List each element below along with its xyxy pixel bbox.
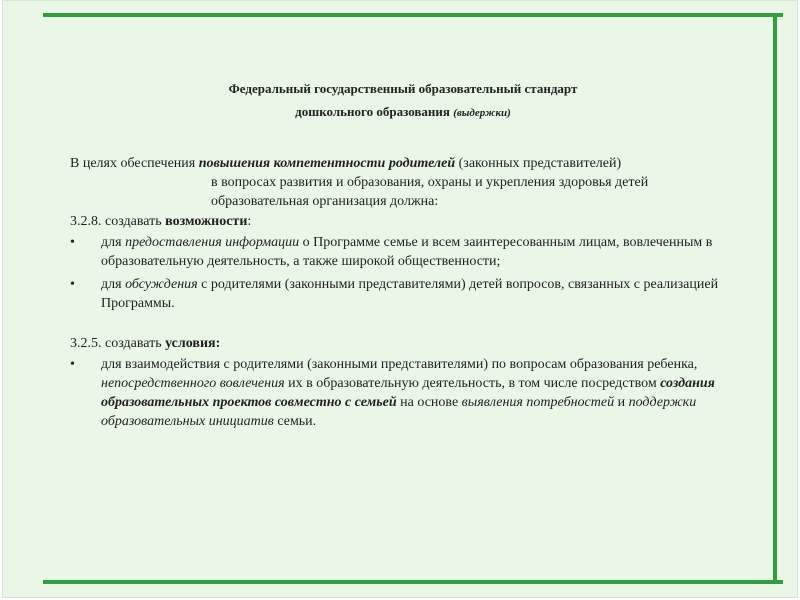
section-3-2-5-heading-bold: условия: — [165, 336, 221, 351]
intro-emphasis: повышения компетентности родителей — [198, 156, 456, 171]
section-3-2-8-heading-suffix: : — [247, 214, 252, 229]
bullet-icon: • — [70, 357, 75, 372]
title-line-1: Федеральный государственный образовательный стандарт — [228, 81, 578, 96]
bullet-text-c: с родителями (законными представителями) детей вопросов, связанных с реализацией Программы. — [101, 277, 719, 311]
bullet-icon: • — [70, 235, 75, 250]
slide — [2, 0, 798, 598]
intro-rest: в вопросах развития и образования, охраны и укрепления здоровья детей образовательная организация должна: — [211, 175, 649, 209]
slide-title — [153, 77, 653, 125]
bullet-text-emphasis: предоставления информации — [125, 235, 300, 250]
section-3-2-5-heading — [70, 334, 750, 353]
section-3-2-8-heading-prefix: 3.2.8. создавать — [70, 214, 166, 229]
bullet-text-part-9: семьи. — [273, 414, 317, 429]
bullet-text-a: для — [101, 277, 126, 292]
section-3-2-8-heading — [70, 212, 750, 231]
bullet-text-emphasis: обсуждения — [125, 277, 198, 292]
bullet-text-part-5: на основе — [396, 395, 462, 410]
title-line-2-main: дошкольного образования — [295, 104, 454, 119]
bullet-text-a: для — [101, 235, 126, 250]
top-divider-line — [43, 13, 783, 17]
title-line-2-note: (выдержки) — [453, 107, 511, 119]
bullet-icon: • — [70, 277, 75, 292]
section-3-2-5-list — [70, 355, 750, 431]
list-item — [70, 355, 750, 431]
title-line-2 — [153, 100, 653, 125]
bullet-text-part-6: выявления потребностей — [461, 395, 615, 410]
right-divider-line — [773, 13, 777, 584]
bullet-text-part-2: непосредственного вовлечения — [101, 376, 285, 391]
list-item — [70, 275, 750, 313]
bullet-text-part-1: для взаимодействия с родителями (законными представителями) по вопросам образования ребенка, — [101, 357, 698, 372]
section-3-2-5 — [70, 334, 750, 435]
intro-after: (законных представителей) — [455, 156, 622, 171]
bullet-text-part-4: создания образовательных проектов совместно с семьей — [101, 376, 715, 410]
intro-prefix: В целях обеспечения — [70, 156, 199, 171]
bullet-text-part-8: поддержки образовательных инициатив — [101, 395, 697, 429]
section-3-2-5-heading-prefix: 3.2.5. создавать — [70, 336, 166, 351]
section-3-2-8 — [70, 212, 750, 317]
intro-paragraph — [70, 154, 730, 211]
bullet-text-c: о Программе семье и всем заинтересованным лицам, вовлеченным в образовательную деятельность, а также широкой общественности; — [101, 235, 713, 269]
bottom-divider-line — [43, 580, 783, 584]
section-3-2-8-list — [70, 233, 750, 313]
bullet-text-part-7: и — [614, 395, 629, 410]
bullet-text-part-3: их в образовательную деятельность, в том числе посредством — [284, 376, 661, 391]
list-item — [70, 233, 750, 271]
section-3-2-8-heading-bold: возможности — [165, 214, 248, 229]
